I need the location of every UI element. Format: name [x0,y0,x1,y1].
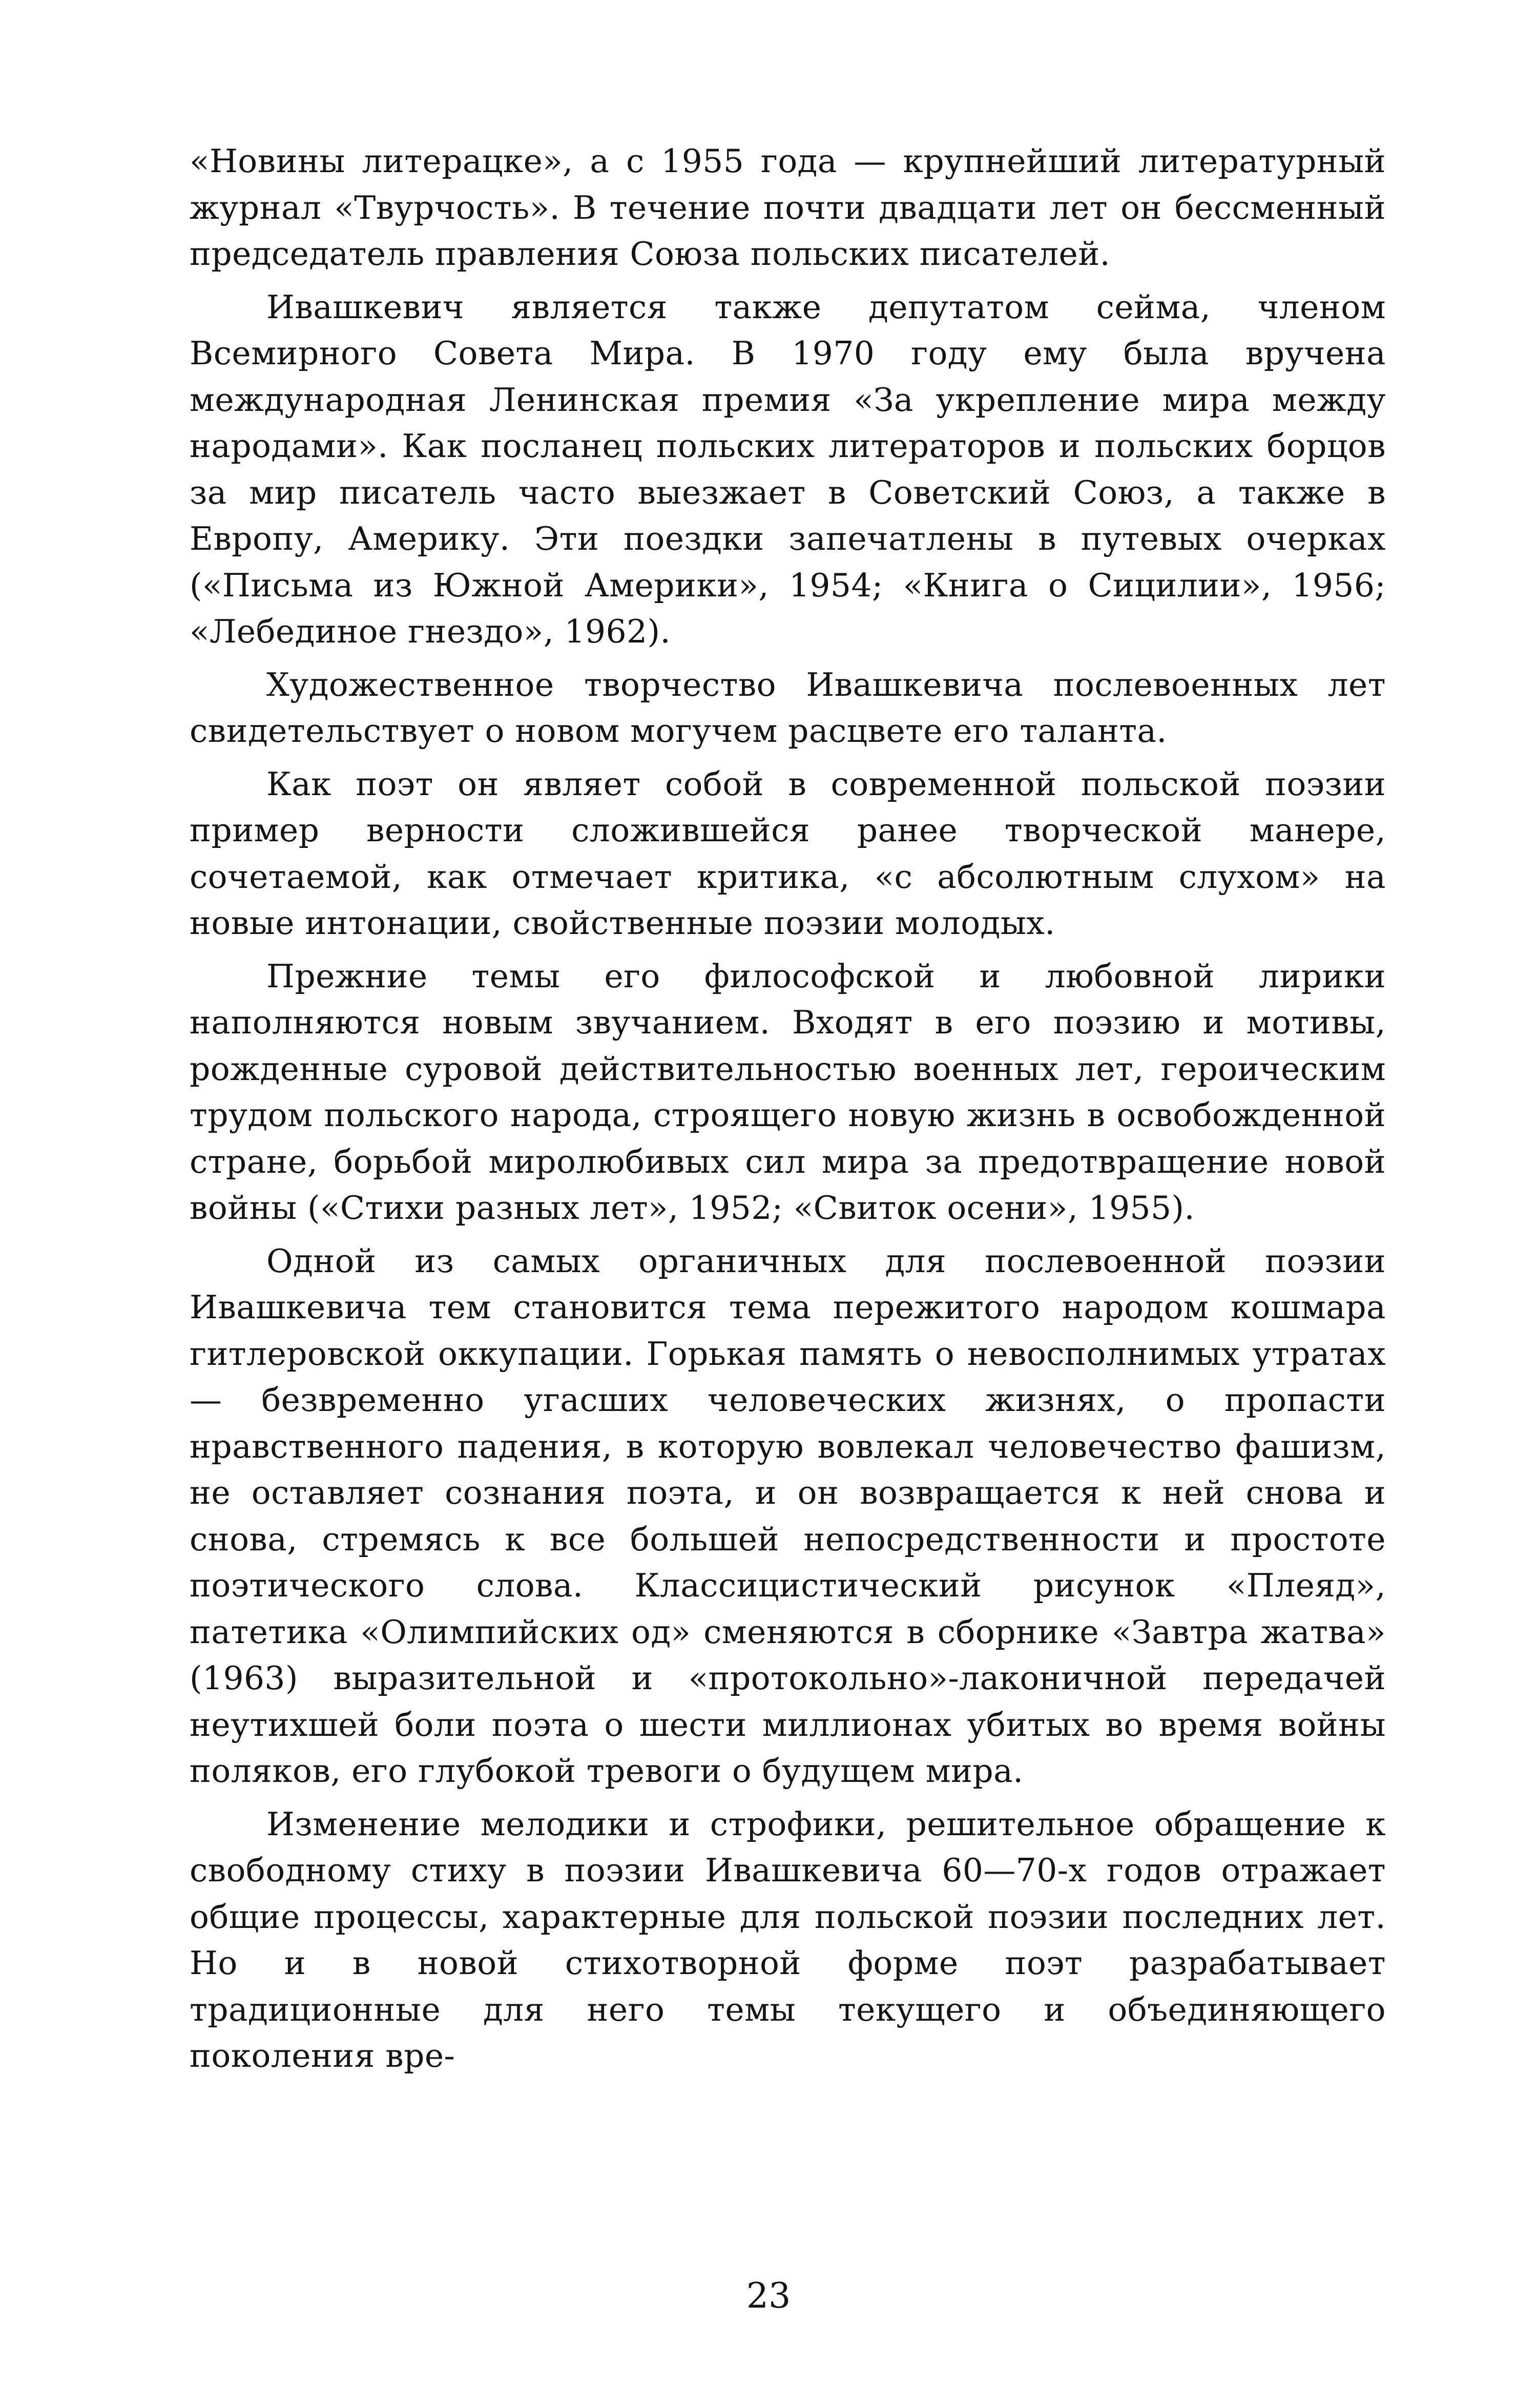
paragraph-1: «Новины литерацке», а с 1955 года — крупнейший литературный журнал «Твурчость». В течение почти двадцати лет он бессменный председатель правления Союза польских писателей. [190,142,1386,273]
paragraph-2: Ивашкевич является также депутатом сейма, членом Всемирного Совета Мира. В 1970 году ему была вручена международная Ленинская премия «За укрепление мира между народами». Как посланец польских литераторов и польских борцов за мир писатель часто выезжает в Советский Союз, а также в Европу, Америку. Эти поездки запечатлены в путевых очерках («Письма из Южной Америки», 1954; «Книга о Сицилии», 1956; «Лебединое гнездо», 1962). [190,288,1386,650]
paragraph-7: Изменение мелодики и строфики, решительное обращение к свободному стиху в поэзии Ивашкевича 60—70-х годов отражает общие процессы, характерные для польской поэзии последних лет. Но и в новой стихотворной форме поэт разрабатывает традиционные для него темы текущего и объединяющего поколения вре- [190,1805,1386,2074]
page-body [190,138,1386,2080]
paragraph-6: Одной из самых органичных для послевоенной поэзии Ивашкевича тем становится тема пережитого народом кошмара гитлеровской оккупации. Горькая память о невосполнимых утратах — безвременно угасших человеческих жизнях, о пропасти нравственного падения, в которую вовлекал человечество фашизм, не оставляет сознания поэта, и он возвращается к ней снова и снова, стремясь к все большей непосредственности и простоте поэтического слова. Классицистический рисунок «Плеяд», патетика «Олимпийских од» сменяются в сборнике «Завтра жатва» (1963) выразительной и «протокольно»-лаконичной передачей неутихшей боли поэта о шести миллионах убитых во время войны поляков, его глубокой тревоги о будущем мира. [190,1242,1386,1790]
paragraph-4: Как поэт он являет собой в современной польской поэзии пример верности сложившейся ранее творческой манере, сочетаемой, как отмечает критика, «с абсолютным слухом» на новые интонации, свойственные поэзии молодых. [190,765,1386,942]
paragraph-3: Художественное творчество Ивашкевича послевоенных лет свидетельствует о новом могучем расцвете его таланта. [190,666,1386,750]
paragraph-5: Прежние темы его философской и любовной лирики наполняются новым звучанием. Входят в его поэзию и мотивы, рожденные суровой действительностью военных лет, героическим трудом польского народа, строящего новую жизнь в освобожденной стране, борьбой миролюбивых сил мира за предотвращение новой войны («Стихи разных лет», 1952; «Свиток осени», 1955). [190,957,1386,1227]
page-number: 23 [746,2276,791,2316]
